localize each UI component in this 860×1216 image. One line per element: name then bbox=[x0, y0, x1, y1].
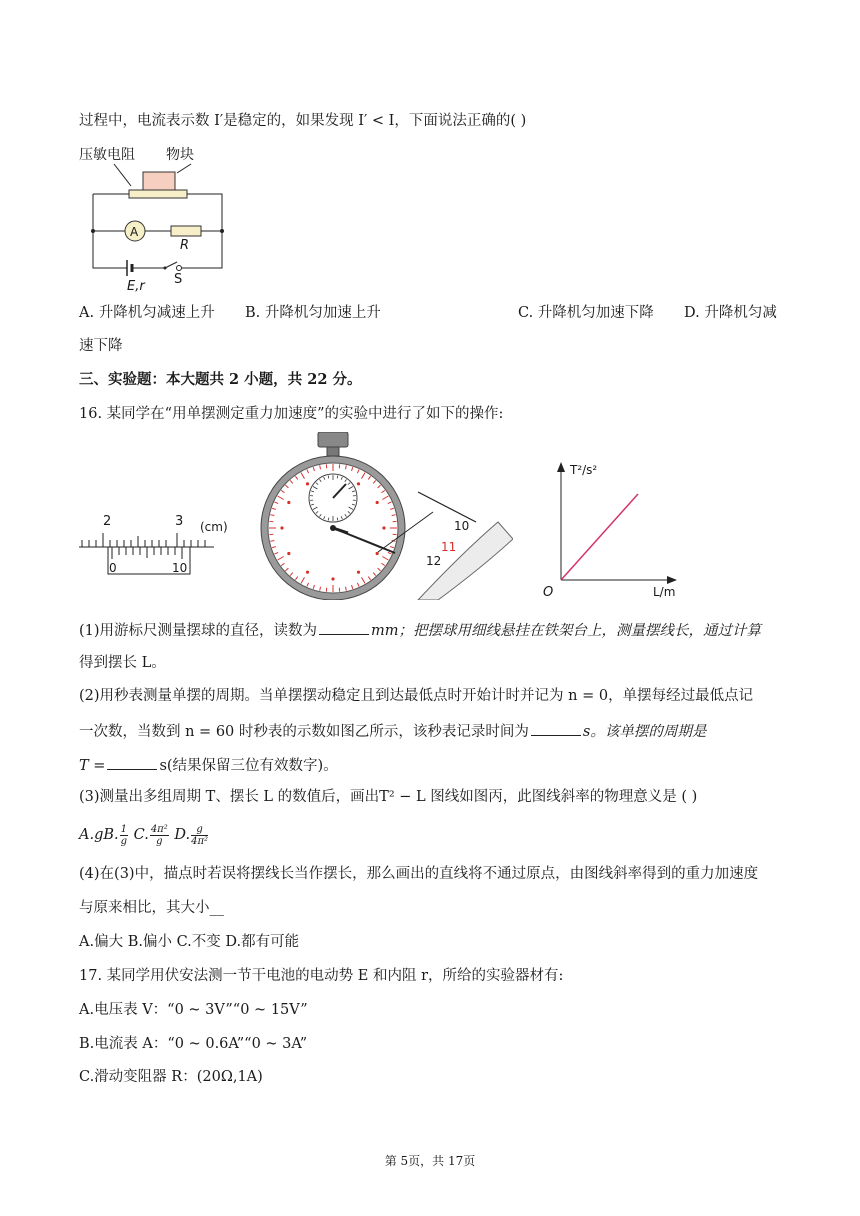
q15-option-d: D. 升降机匀减 bbox=[684, 305, 777, 321]
q17-item-a: A.电压表 V：“0 ~ 3V”“0 ~ 15V” bbox=[79, 1002, 308, 1018]
q15-option-d-wrap: 速下降 bbox=[79, 338, 123, 354]
q17-item-c: C.滑动变阻器 R：(20Ω,1A) bbox=[79, 1069, 263, 1085]
caliper-main-2: 2 bbox=[103, 514, 112, 529]
pressure-resistor bbox=[129, 190, 187, 198]
watch-number-dot bbox=[331, 577, 334, 580]
protractor-11: 11 bbox=[441, 540, 457, 554]
circuit-figure bbox=[79, 140, 239, 292]
watch-number-dot bbox=[376, 501, 379, 504]
caliper-vernier-0: 0 bbox=[109, 561, 117, 575]
q16-p2-a: (2)用秒表测量单摆的周期。当单摆摆动稳定且到达最低点时开始计时并记为 n = 0，单摆每经过最低点记 bbox=[79, 688, 754, 704]
q15-option-a: A. 升降机匀减速上升 bbox=[79, 305, 215, 321]
q16-p2-c: T = s(结果保留三位有效数字)。 bbox=[79, 754, 338, 776]
q16-stem: 16. 某同学在“用单摆测定重力加速度”的实验中进行了如下的操作: bbox=[79, 406, 504, 422]
protractor-12: 12 bbox=[426, 554, 442, 568]
graph-x-label: L/m bbox=[653, 585, 676, 598]
q17-item-b: B.电流表 A：“0 ~ 0.6A”“0 ~ 3A” bbox=[79, 1036, 308, 1052]
watch-number-dot bbox=[357, 482, 360, 485]
caliper-vernier-10: 10 bbox=[172, 561, 188, 575]
label-r: R bbox=[180, 238, 190, 253]
answer-blank-diameter[interactable] bbox=[319, 619, 369, 635]
label-source: E,r bbox=[127, 279, 145, 292]
q16-p3-options: A.gB. $\frac{1}{g}$ C. $\frac{\text{4π²}}{g}$ D. $\frac{g}{\text{4π²}}$ bbox=[79, 823, 209, 847]
q15-option-c: C. 升降机匀加速下降 bbox=[518, 305, 654, 321]
section-title: 三、实验题：本大题共 2 小题，共 22 分。 bbox=[79, 371, 362, 388]
q16-p2-b: 一次数，当数到 n = 60 时秒表的示数如图乙所示，该秒表记录时间为 s。该单摆的周期是 bbox=[79, 720, 706, 742]
q15-stem-tail: 过程中，电流表示数 I′是稳定的，如果发现 I′ < I，下面说法正确的( ) bbox=[79, 113, 527, 129]
watch-number-dot bbox=[306, 482, 309, 485]
vernier-caliper-figure bbox=[79, 505, 239, 580]
pendulum-string bbox=[418, 492, 476, 522]
caliper-unit: (cm) bbox=[200, 520, 228, 534]
watch-number-dot bbox=[287, 552, 290, 555]
protractor-10: 10 bbox=[454, 519, 470, 533]
watch-number-dot bbox=[382, 526, 385, 529]
q15-option-b: B. 升降机匀加速上升 bbox=[245, 305, 381, 321]
label-pressure-resistor: 压敏电阻 bbox=[79, 147, 135, 163]
graph-y-label: T²/s² bbox=[570, 463, 598, 477]
block bbox=[143, 172, 175, 190]
stopwatch-figure bbox=[258, 432, 513, 600]
watch-number-dot bbox=[287, 501, 290, 504]
resistor-r bbox=[171, 226, 201, 236]
q16-p1-b: 得到摆长 L。 bbox=[79, 655, 166, 671]
q16-p4-a: (4)在(3)中，描点时若误将摆线长当作摆长，那么画出的直线将不通过原点，由图线斜率得到的重力加速度 bbox=[79, 866, 759, 882]
label-block: 物块 bbox=[166, 147, 194, 163]
page-footer: 第 5页，共 17页 bbox=[384, 1154, 476, 1168]
caliper-vernier-ticks bbox=[112, 547, 182, 559]
q16-p1-a: (1)用游标尺测量摆球的直径，读数为 mm；把摆球用细线悬挂在铁架台上，测量摆线长，通过计算 bbox=[79, 619, 761, 641]
q16-p3-a: (3)测量出多组周期 T、摆长 L 的数值后，画出T² − L 图线如图丙，此图线斜率的物理意义是 ( ) bbox=[79, 789, 698, 805]
answer-blank-time[interactable] bbox=[531, 720, 581, 736]
graph-origin: O bbox=[543, 585, 554, 598]
watch-number-dot bbox=[280, 526, 283, 529]
caliper-main-3: 3 bbox=[175, 514, 184, 529]
watch-number-dot bbox=[306, 571, 309, 574]
watch-number-dot bbox=[357, 571, 360, 574]
q17-stem: 17. 某同学用伏安法测一节干电池的电动势 E 和内阻 r，所给的实验器材有: bbox=[79, 968, 564, 984]
q16-p4-options: A.偏大 B.偏小 C.不变 D.都有可能 bbox=[79, 934, 300, 950]
caliper-main-ticks bbox=[82, 533, 205, 547]
graph-line bbox=[561, 494, 638, 580]
label-switch: S bbox=[174, 272, 183, 287]
ammeter-label: A bbox=[130, 225, 139, 239]
answer-blank-period[interactable] bbox=[107, 754, 157, 770]
q16-p4-b: 与原来相比，其大小__ bbox=[79, 900, 224, 916]
t2-l-graph bbox=[535, 458, 685, 598]
